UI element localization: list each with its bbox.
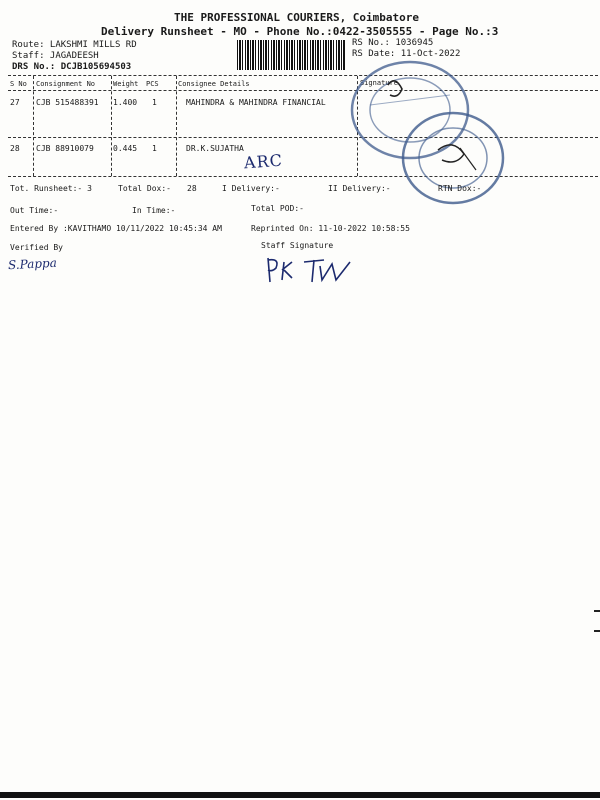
route-text: Route: LAKSHMI MILLS RD — [12, 40, 137, 50]
row-pcs: 1 — [152, 98, 157, 107]
col-divider — [33, 76, 34, 176]
staff-text: Staff: JAGADEESH — [12, 51, 99, 61]
handwritten-arc: ARC — [243, 150, 284, 173]
verified-signature: S.Pappa — [7, 255, 58, 273]
header-signature: Signature — [360, 79, 398, 87]
header-sno: S No — [10, 80, 27, 88]
out-time: Out Time:- — [10, 206, 59, 215]
total-dox-label: Total Dox:- — [118, 184, 171, 193]
rs-date: RS Date: 11-Oct-2022 — [352, 49, 461, 59]
staff-signature-scribble — [262, 252, 362, 292]
row-weight: 1.400 — [113, 98, 138, 107]
row-consignee: DR.K.SUJATHA — [186, 144, 244, 153]
row-consignment: CJB 515488391 — [36, 98, 99, 107]
in-time: In Time:- — [132, 206, 176, 215]
staff-signature-label: Staff Signature — [261, 241, 334, 250]
company-title: THE PROFESSIONAL COURIERS, Coimbatore — [174, 11, 420, 24]
table-bottom-rule — [8, 176, 598, 177]
header-weight: Weight — [113, 80, 139, 88]
ii-delivery: II Delivery:- — [328, 184, 391, 193]
row-weight: 0.445 — [113, 144, 138, 153]
col-divider — [176, 76, 177, 176]
rtn-dox: RTN Dox:- — [438, 184, 482, 193]
header-pcs: PCS — [146, 80, 159, 88]
total-runsheet: Tot. Runsheet:- 3 — [10, 184, 92, 193]
total-dox-value: 28 — [187, 184, 197, 193]
row-consignee: MAHINDRA & MAHINDRA FINANCIAL — [186, 98, 326, 107]
reprinted-on: Reprinted On: 11-10-2022 10:58:55 — [251, 224, 410, 233]
row-sno: 28 — [10, 144, 20, 153]
rs-number: RS No.: 1036945 — [352, 38, 434, 48]
row-consignment: CJB 88910079 — [36, 144, 94, 153]
row-pcs: 1 — [152, 144, 157, 153]
entered-by: Entered By :KAVITHAMO 10/11/2022 10:45:34 AM — [10, 224, 222, 233]
header-consignee: Consignee Details — [178, 80, 250, 88]
barcode-image — [237, 40, 345, 70]
company-stamp-circle — [398, 110, 508, 208]
i-delivery: I Delivery:- — [222, 184, 280, 193]
total-pod: Total POD:- — [251, 204, 304, 213]
table-header-rule — [8, 90, 598, 91]
scan-edge — [0, 792, 600, 798]
header-consignment: Consignment No — [36, 80, 96, 88]
col-divider — [111, 76, 112, 176]
table-top-rule — [8, 75, 598, 76]
drs-number: DRS No.: DCJB105694503 — [12, 62, 132, 72]
scan-mark — [594, 610, 600, 612]
scan-mark — [594, 630, 600, 632]
runsheet-subtitle: Delivery Runsheet - MO - Phone No.:0422-3505555 - Page No.:3 — [101, 25, 499, 38]
row-sno: 27 — [10, 98, 20, 107]
verified-by-label: Verified By — [10, 243, 63, 252]
row-divider — [8, 137, 598, 138]
